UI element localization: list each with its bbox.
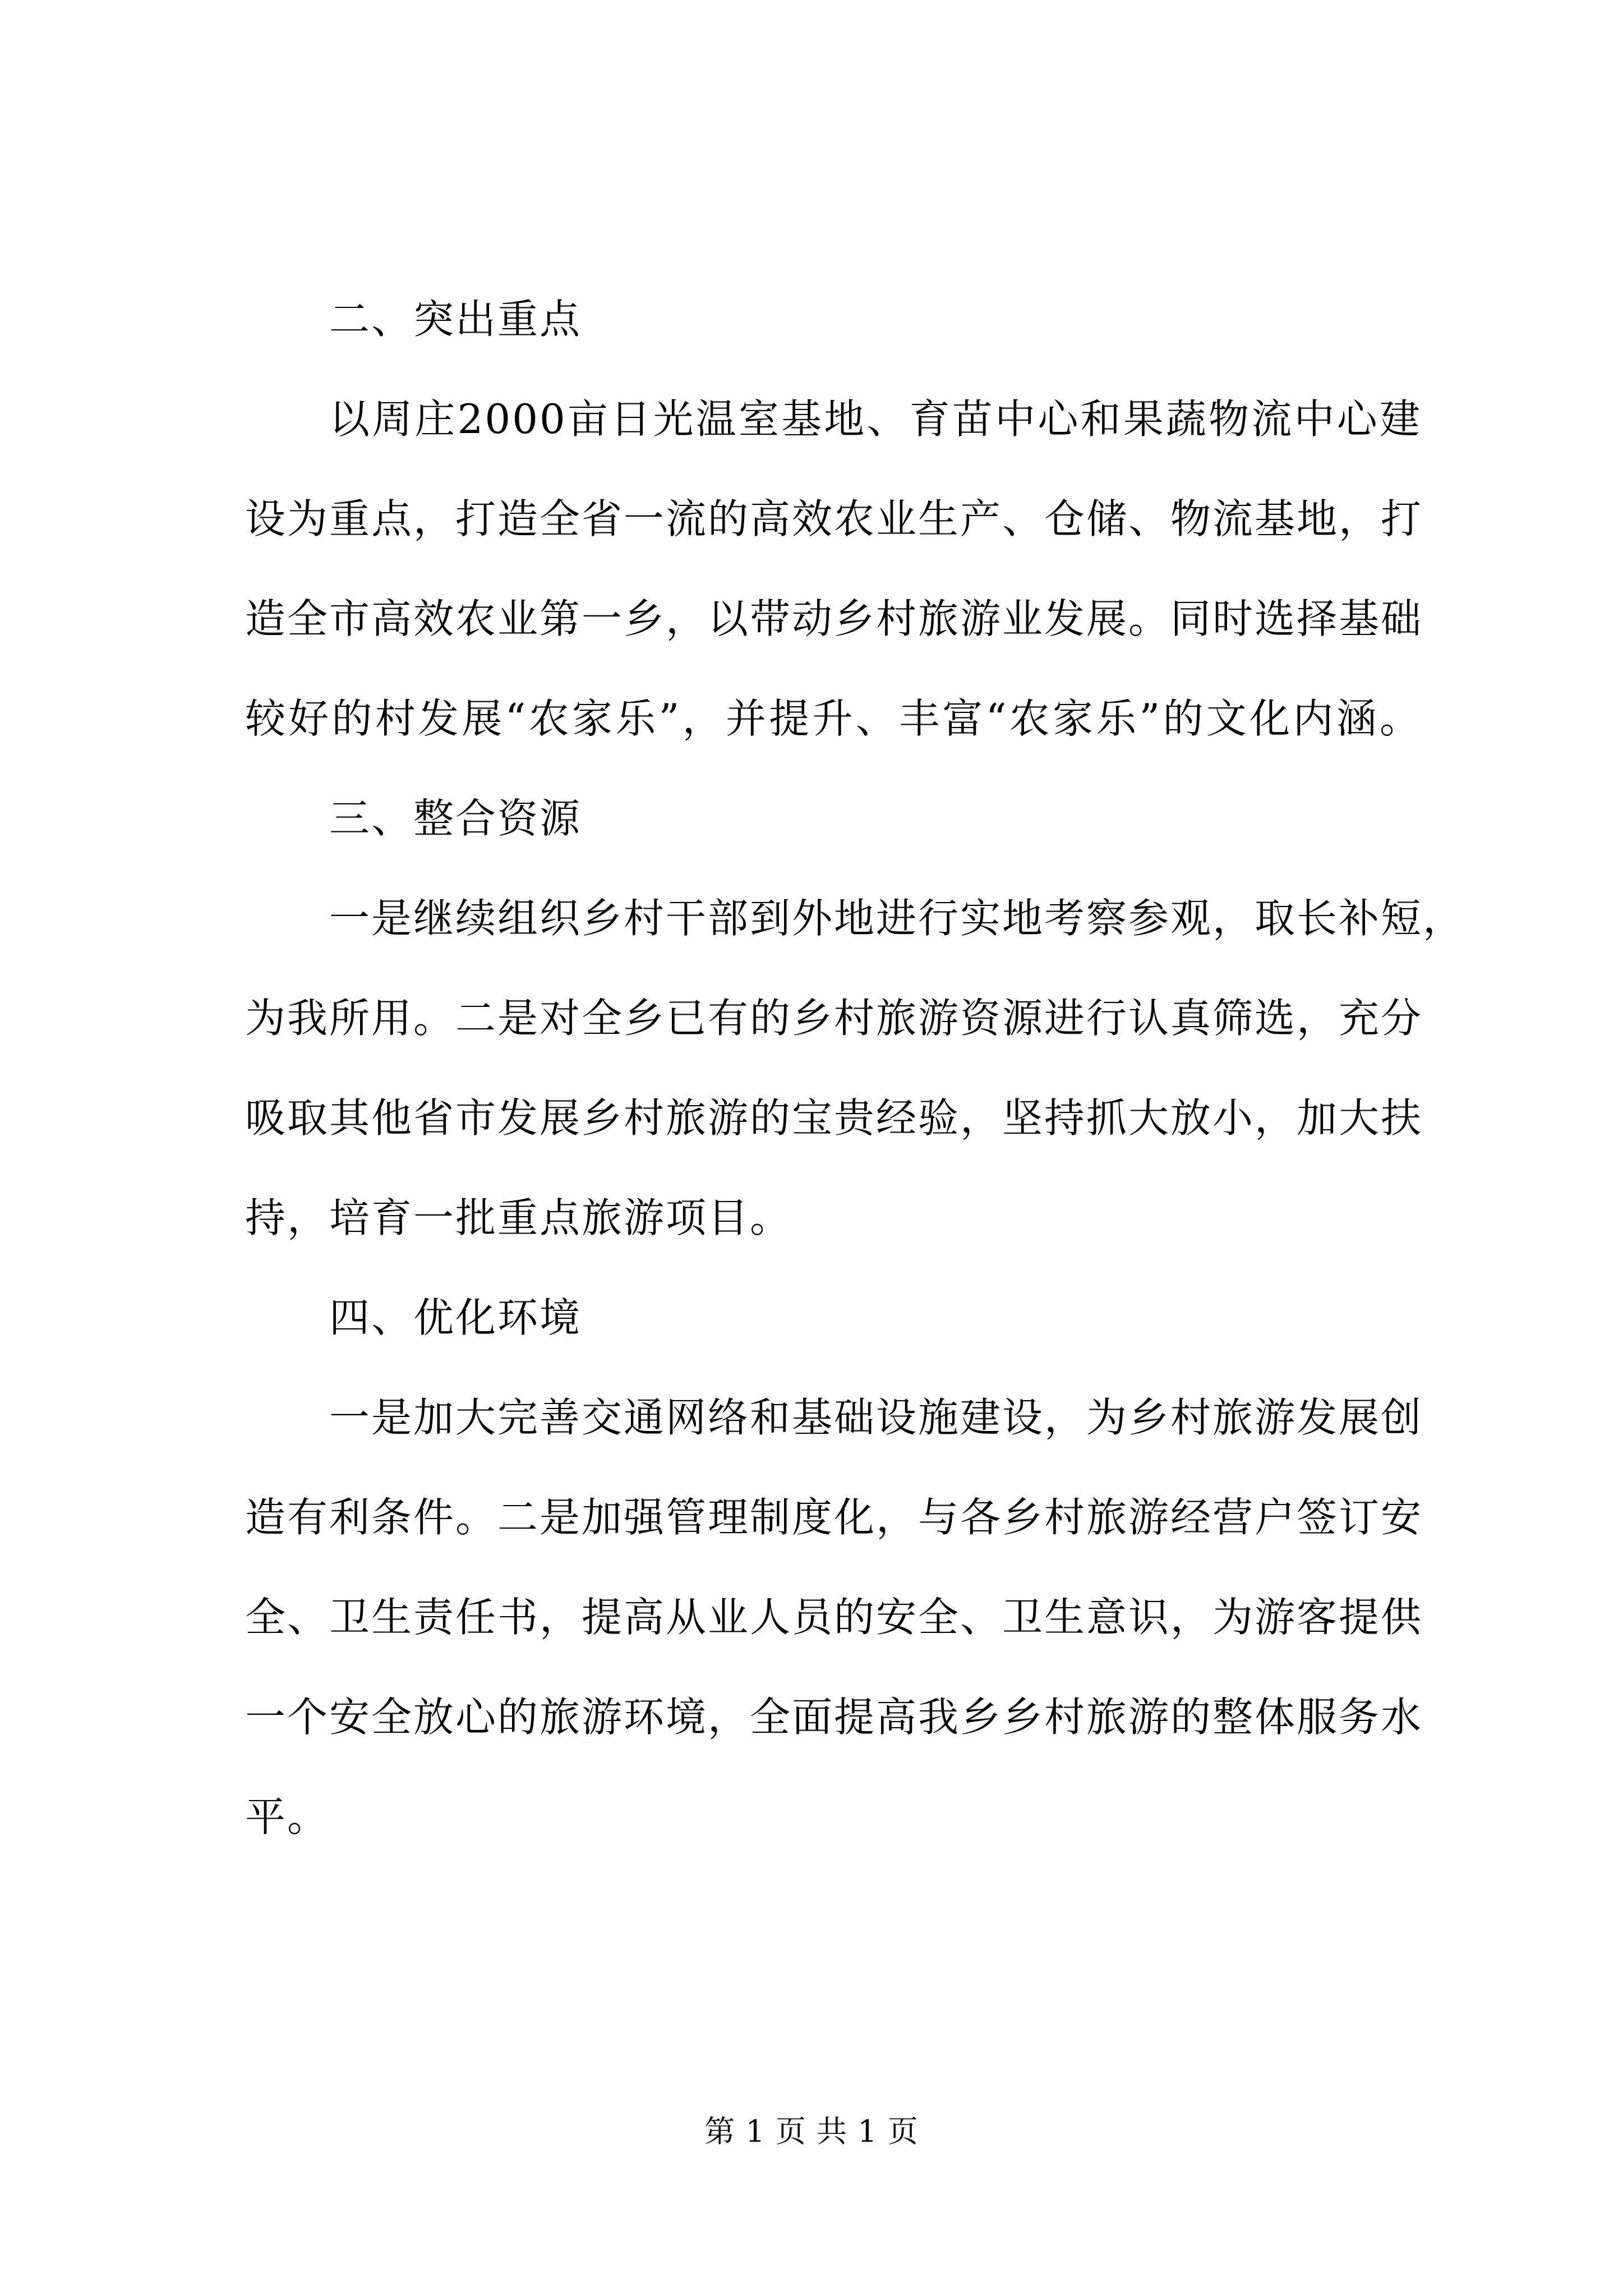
paragraph-line: 吸取其他省市发展乡村旅游的宝贵经验，坚持抓大放小，加大扶 [245, 1094, 1423, 1142]
paragraph-line: 为我所用。二是对全乡已有的乡村旅游资源进行认真筛选，充分 [245, 995, 1423, 1042]
paragraph-line: 全、卫生责任书，提高从业人员的安全、卫生意识，为游客提供 [245, 1594, 1423, 1641]
paragraph-line: 一个安全放心的旅游环境，全面提高我乡乡村旅游的整体服务水 [245, 1694, 1423, 1741]
paragraph-line: 以周庄2000亩日光温室基地、育苗中心和果蔬物流中心建 [329, 395, 1422, 443]
paragraph-line: 造有利条件。二是加强管理制度化，与各乡村旅游经营户签订安 [245, 1494, 1423, 1541]
paragraph-line: 一是加大完善交通网络和基础设施建设，为乡村旅游发展创 [329, 1394, 1423, 1441]
paragraph-line: 持，培育一批重点旅游项目。 [245, 1194, 792, 1241]
section-heading-2: 二、突出重点 [329, 296, 582, 343]
section-heading-4: 四、优化环境 [329, 1294, 582, 1341]
page-footer: 第 1 页 共 1 页 [704, 2114, 919, 2149]
paragraph-line: 设为重点，打造全省一流的高效农业生产、仓储、物流基地，打 [245, 495, 1423, 542]
paragraph-line: 平。 [245, 1793, 330, 1841]
document-body [245, 269, 1465, 1867]
section-heading-3: 三、整合资源 [329, 795, 582, 842]
paragraph-line: 较好的村发展“农家乐”，并提升、丰富“农家乐”的文化内涵。 [245, 695, 1422, 742]
paragraph-line: 造全市高效农业第一乡，以带动乡村旅游业发展。同时选择基础 [245, 595, 1423, 642]
paragraph-line: 一是继续组织乡村干部到外地进行实地考察参观，取长补短， [329, 895, 1465, 942]
